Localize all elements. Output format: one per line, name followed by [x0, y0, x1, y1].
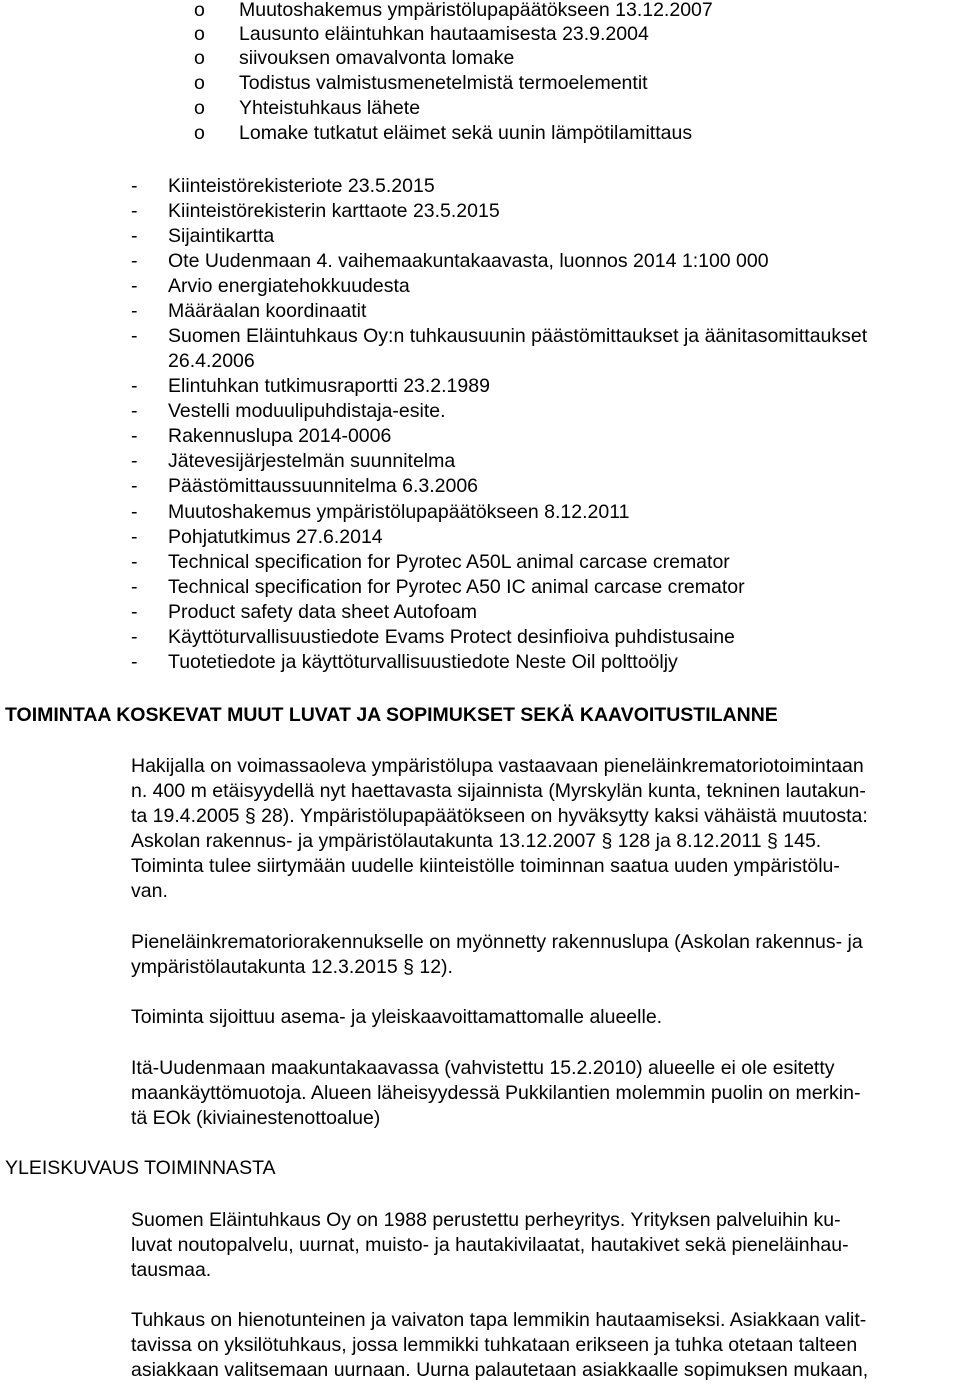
list-marker: - — [131, 375, 138, 397]
list-marker: - — [131, 425, 138, 447]
list-marker: o — [194, 97, 205, 119]
list-item-text: Technical specification for Pyrotec A50L animal carcase cremator — [168, 551, 730, 573]
list-item-text: Päästömittaussuunnitelma 6.3.2006 — [168, 475, 479, 497]
list-marker: - — [131, 601, 138, 623]
list-item-text: Elintuhkan tutkimusraportti 23.2.1989 — [168, 375, 490, 397]
paragraph-line: Hakijalla on voimassaoleva ympäristölupa vastaavaan pieneläinkrematoriotoimintaan — [131, 755, 864, 777]
paragraph-line: Toiminta sijoittuu asema- ja yleiskaavoittamattomalle alueelle. — [131, 1006, 663, 1028]
list-item-text: Yhteistuhkaus lähete — [239, 97, 421, 119]
list-item-text: Jätevesijärjestelmän suunnitelma — [168, 450, 456, 472]
list-marker: o — [194, 47, 205, 69]
list-marker: - — [131, 400, 138, 422]
section-heading: YLEISKUVAUS TOIMINNASTA — [5, 1157, 276, 1179]
list-marker: - — [131, 626, 138, 648]
list-item-text: Muutoshakemus ympäristölupapäätökseen 8.12.2011 — [168, 501, 630, 523]
list-item-text: Todistus valmistusmenetelmistä termoelementit — [239, 72, 648, 94]
list-item-text: Lomake tutkatut eläimet sekä uunin lämpötilamittaus — [239, 122, 693, 144]
list-item-text: Vestelli moduulipuhdistaja-esite. — [168, 400, 446, 422]
list-marker: - — [131, 300, 138, 322]
list-item-text: Tuotetiedote ja käyttöturvallisuustiedote Neste Oil polttoöljy — [168, 651, 678, 673]
list-item-text: Product safety data sheet Autofoam — [168, 601, 477, 623]
list-item-text: Ote Uudenmaan 4. vaihemaakuntakaavasta, luonnos 2014 1:100 000 — [168, 250, 769, 272]
paragraph-line: Toiminta tulee siirtymään uudelle kiinteistölle toiminnan saatua uuden ympäristölu- — [131, 855, 840, 877]
list-marker: - — [131, 450, 138, 472]
list-marker: - — [131, 576, 138, 598]
paragraph-line: tä EOk (kiviainestenottoalue) — [131, 1107, 381, 1129]
list-marker: o — [194, 23, 205, 45]
list-marker: o — [194, 72, 205, 94]
list-item-text: Kiinteistörekisteriote 23.5.2015 — [168, 175, 435, 197]
list-item-text: Määräalan koordinaatit — [168, 300, 367, 322]
list-item-text: Lausunto eläintuhkan hautaamisesta 23.9.2004 — [239, 23, 649, 45]
list-marker: - — [131, 551, 138, 573]
paragraph-line: tavissa on yksilötuhkaus, jossa lemmikki tuhkataan erikseen ja tuhka otetaan talteen — [131, 1334, 858, 1356]
paragraph-line: Itä-Uudenmaan maakuntakaavassa (vahvistettu 15.2.2010) alueelle ei ole esitetty — [131, 1057, 835, 1079]
list-marker: - — [131, 526, 138, 548]
paragraph-line: ympäristölautakunta 12.3.2015 § 12). — [131, 956, 453, 978]
paragraph-line: Pieneläinkrematoriorakennukselle on myönnetty rakennuslupa (Askolan rakennus- ja — [131, 931, 863, 953]
list-item-text: Suomen Eläintuhkaus Oy:n tuhkausuunin päästömittaukset ja äänitasomittaukset — [168, 325, 868, 347]
list-marker: - — [131, 275, 138, 297]
paragraph-line: van. — [131, 880, 168, 902]
list-item-text: Arvio energiatehokkuudesta — [168, 275, 410, 297]
list-item-text: Sijaintikartta — [168, 225, 275, 247]
paragraph-line: maankäyttömuotoja. Alueen läheisyydessä Pukkilantien molemmin puolin on merkin- — [131, 1082, 861, 1104]
list-item-text: Technical specification for Pyrotec A50 IC animal carcase cremator — [168, 576, 745, 598]
list-item-text: Rakennuslupa 2014-0006 — [168, 425, 392, 447]
list-marker: - — [131, 651, 138, 673]
list-marker: - — [131, 325, 138, 347]
list-item-text: Pohjatutkimus 27.6.2014 — [168, 526, 383, 548]
list-marker: - — [131, 250, 138, 272]
list-item-text: siivouksen omavalvonta lomake — [239, 47, 515, 69]
list-item-text: Käyttöturvallisuustiedote Evams Protect desinfioiva puhdistusaine — [168, 626, 735, 648]
paragraph-line: ta 19.4.2005 § 28). Ympäristölupapäätökseen on hyväksytty kaksi vähäistä muutosta: — [131, 805, 868, 827]
list-marker: - — [131, 501, 138, 523]
paragraph-line: Tuhkaus on hienotunteinen ja vaivaton tapa lemmikin hautaamiseksi. Asiakkaan valit- — [131, 1309, 867, 1331]
paragraph-line: tausmaa. — [131, 1259, 212, 1281]
section-heading: TOIMINTAA KOSKEVAT MUUT LUVAT JA SOPIMUKSET SEKÄ KAAVOITUSTILANNE — [5, 704, 778, 726]
paragraph-line: luvat noutopalvelu, uurnat, muisto- ja hautakivilaatat, hautakivet sekä pieneläinhau- — [131, 1234, 849, 1256]
paragraph-line: Askolan rakennus- ja ympäristölautakunta 13.12.2007 § 128 ja 8.12.2011 § 145. — [131, 830, 822, 852]
list-marker: - — [131, 225, 138, 247]
list-marker: - — [131, 200, 138, 222]
paragraph-line: n. 400 m etäisyydellä nyt haettavasta sijainnista (Myrskylän kunta, tekninen lautakun- — [131, 780, 866, 802]
list-item-text: 26.4.2006 — [168, 350, 255, 372]
list-marker: - — [131, 475, 138, 497]
list-item-text: Kiinteistörekisterin karttaote 23.5.2015 — [168, 200, 500, 222]
paragraph-line: asiakkaan valitsemaan uurnaan. Uurna palautetaan asiakkaalle sopimuksen mukaan, — [131, 1359, 869, 1381]
list-item-text: Muutoshakemus ympäristölupapäätökseen 13.12.2007 — [239, 0, 713, 21]
list-marker: o — [194, 122, 205, 144]
paragraph-line: Suomen Eläintuhkaus Oy on 1988 perustettu perheyritys. Yrityksen palveluihin ku- — [131, 1209, 841, 1231]
list-marker: o — [194, 0, 205, 21]
list-marker: - — [131, 175, 138, 197]
